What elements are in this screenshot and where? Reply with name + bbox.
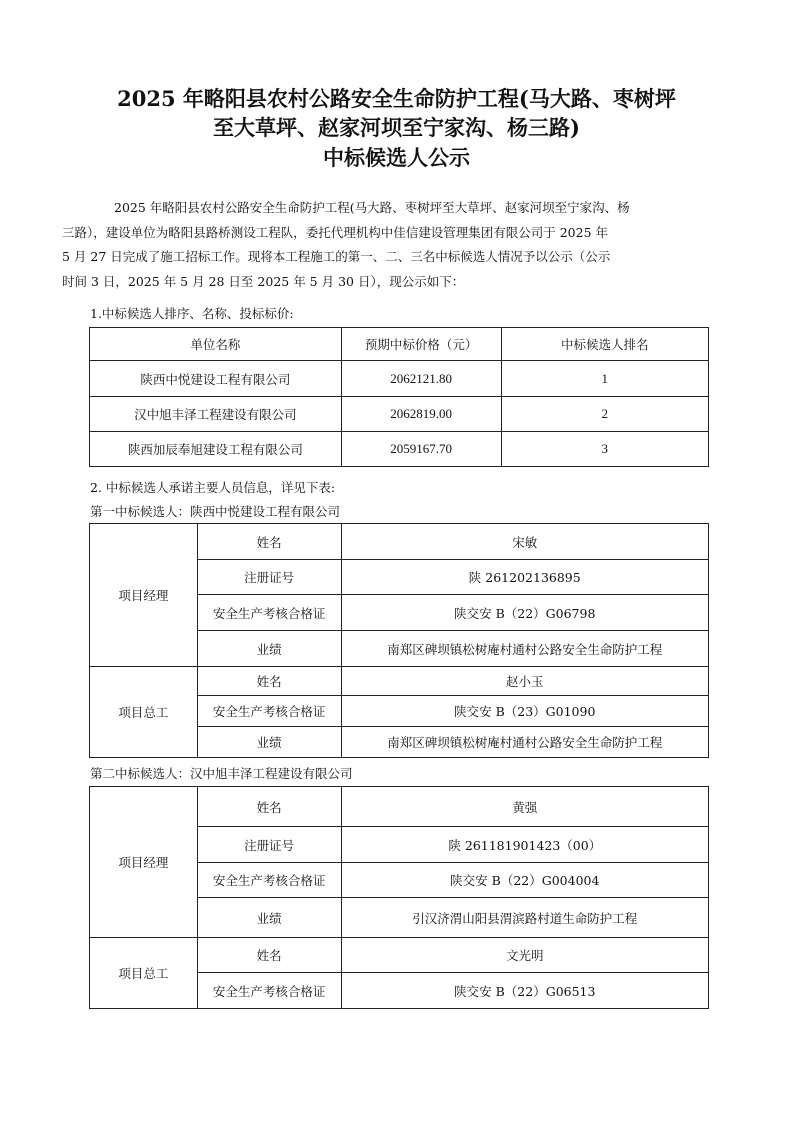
field-cell: 注册证号 <box>197 827 341 863</box>
header-cell: 中标候选人排名 <box>501 328 709 361</box>
value-cell: 引汉济渭山阳县渭滨路村道生命防护工程 <box>341 898 708 938</box>
rank-cell: 2 <box>501 397 709 432</box>
value-cell: 赵小玉 <box>341 667 708 696</box>
value-cell: 陕 261202136895 <box>341 560 708 595</box>
value-cell: 陕 261181901423（00） <box>341 827 708 863</box>
field-cell: 安全生产考核合格证 <box>197 696 341 727</box>
title-line-3: 中标候选人公示 <box>323 145 470 170</box>
candidate1-personnel-table <box>89 523 709 758</box>
field-cell: 业绩 <box>197 631 341 667</box>
intro-paragraph <box>62 196 710 294</box>
company-name-cell: 陕西中悦建设工程有限公司 <box>90 361 342 397</box>
intro-line: 5 月 27 日完成了施工招标工作。现将本工程施工的第一、二、三名中标候选人情况予以公示（公示 <box>62 249 611 264</box>
table-header-row <box>90 328 709 361</box>
intro-line: 2025 年略阳县农村公路安全生命防护工程(马大路、枣树坪至大草坪、赵家河坝至宁家沟、杨 <box>114 200 630 215</box>
value-cell: 文光明 <box>341 938 708 973</box>
role-cell: 项目总工 <box>90 938 198 1009</box>
field-cell: 业绩 <box>197 898 341 938</box>
field-cell: 姓名 <box>197 667 341 696</box>
candidate1-label: 第一中标候选人：陕西中悦建设工程有限公司 <box>90 504 341 519</box>
field-cell: 安全生产考核合格证 <box>197 595 341 631</box>
field-cell: 注册证号 <box>197 560 341 595</box>
role-cell: 项目经理 <box>90 787 198 938</box>
value-cell: 南郑区碑坝镇松树庵村通村公路安全生命防护工程 <box>341 631 708 667</box>
table-row <box>90 938 709 973</box>
field-cell: 安全生产考核合格证 <box>197 973 341 1009</box>
header-cell: 单位名称 <box>90 328 342 361</box>
value-cell: 陕交安 B（22）G06513 <box>341 973 708 1009</box>
table-row <box>90 361 709 397</box>
table-row <box>90 524 709 560</box>
table-row <box>90 667 709 696</box>
price-cell: 2059167.70 <box>341 432 501 467</box>
rank-cell: 3 <box>501 432 709 467</box>
section2-heading: 2. 中标候选人承诺主要人员信息，详见下表: <box>90 480 336 495</box>
role-cell: 项目经理 <box>90 524 198 667</box>
value-cell: 陕交安 B（23）G01090 <box>341 696 708 727</box>
price-cell: 2062121.80 <box>341 361 501 397</box>
field-cell: 业绩 <box>197 727 341 758</box>
title-line-2: 至大草坪、赵家河坝至宁家沟、杨三路) <box>213 115 580 140</box>
title-line-1: 2025 年略阳县农村公路安全生命防护工程(马大路、枣树坪 <box>117 86 676 111</box>
value-cell: 宋敏 <box>341 524 708 560</box>
company-name-cell: 汉中旭丰泽工程建设有限公司 <box>90 397 342 432</box>
candidate2-personnel-table <box>89 786 709 1009</box>
rank-cell: 1 <box>501 361 709 397</box>
candidate2-label: 第二中标候选人：汉中旭丰泽工程建设有限公司 <box>90 766 353 781</box>
header-cell: 预期中标价格（元） <box>341 328 501 361</box>
table-row <box>90 397 709 432</box>
bidder-ranking-table <box>89 327 709 467</box>
field-cell: 安全生产考核合格证 <box>197 863 341 898</box>
section1-heading: 1.中标候选人排序、名称、投标标价: <box>90 306 294 321</box>
company-name-cell: 陕西加辰奉旭建设工程有限公司 <box>90 432 342 467</box>
field-cell: 姓名 <box>197 787 341 827</box>
role-cell: 项目总工 <box>90 667 198 758</box>
table-row <box>90 787 709 827</box>
value-cell: 黄强 <box>341 787 708 827</box>
table-row <box>90 432 709 467</box>
intro-line: 三路），建设单位为略阳县路桥测设工程队，委托代理机构中佳信建设管理集团有限公司于 2025 年 <box>62 224 609 240</box>
field-cell: 姓名 <box>197 524 341 560</box>
value-cell: 陕交安 B（22）G004004 <box>341 863 708 898</box>
value-cell: 陕交安 B（22）G06798 <box>341 595 708 631</box>
price-cell: 2062819.00 <box>341 397 501 432</box>
intro-line: 时间 3 日，2025 年 5 月 28 日至 2025 年 5 月 30 日），现公示如下： <box>62 273 465 289</box>
value-cell: 南郑区碑坝镇松树庵村通村公路安全生命防护工程 <box>341 727 708 758</box>
field-cell: 姓名 <box>197 938 341 973</box>
